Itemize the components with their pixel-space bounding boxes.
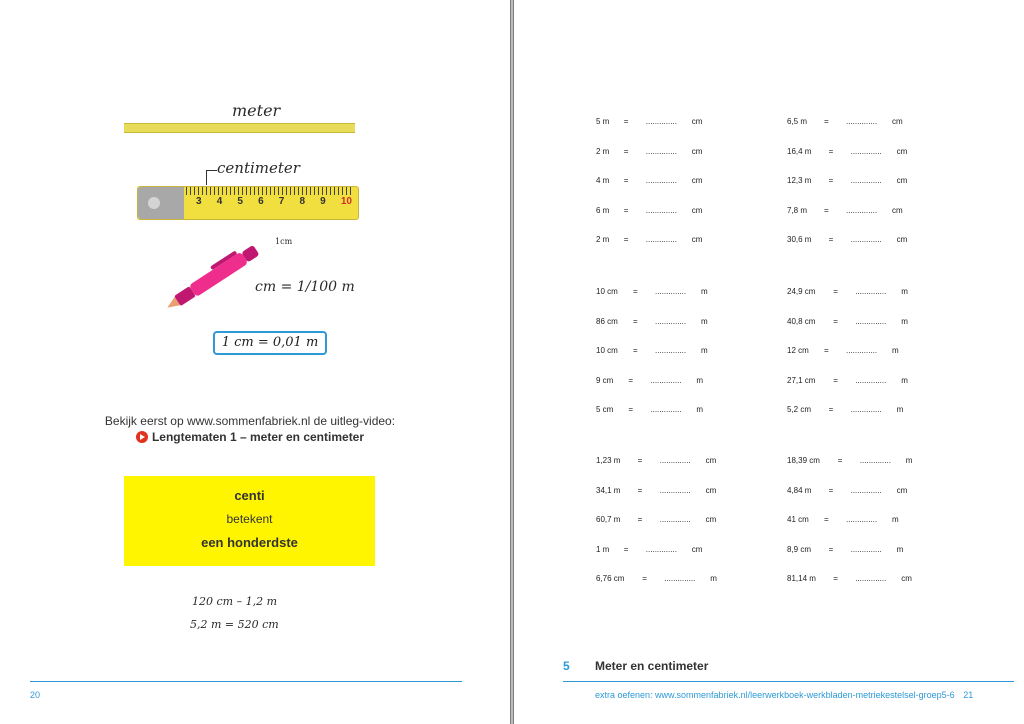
footer-link-text[interactable]: extra oefenen: www.sommenfabriek.nl/leerwerkboek-werkbladen-metriekestelsel-groep5-6 — [595, 690, 955, 700]
answer-unit: cm — [691, 146, 703, 156]
right-page — [514, 0, 1024, 724]
answer-blank[interactable]: .............. — [859, 456, 891, 465]
exercise-question: 6,76 cm — [596, 574, 625, 584]
equals-sign: = — [833, 574, 838, 584]
answer-unit: cm — [691, 235, 703, 245]
centi-meaning: een honderdste — [201, 535, 298, 550]
equals-sign: = — [637, 515, 643, 525]
tape-ticks — [186, 187, 354, 195]
answer-blank[interactable]: .............. — [645, 176, 677, 186]
play-icon[interactable] — [136, 431, 148, 443]
equals-sign: = — [628, 375, 634, 385]
video-title[interactable]: Lengtematen 1 – meter en centimeter — [151, 430, 365, 444]
exercise-question: 2 m — [596, 235, 610, 245]
exercise-question: 4,84 m — [787, 485, 812, 495]
exercise-question: 8,9 cm — [787, 544, 812, 554]
page-number: 21 — [963, 690, 974, 700]
exercise-question: 5 m — [596, 117, 610, 126]
tape-hook — [138, 187, 184, 219]
answer-unit: m — [901, 375, 908, 385]
equals-sign: = — [623, 235, 629, 245]
exercise-question: 40,8 cm — [787, 316, 816, 326]
equals-sign: = — [824, 117, 829, 126]
equals-sign: = — [824, 515, 829, 525]
equals-sign: = — [828, 146, 834, 156]
answer-blank[interactable]: .............. — [850, 235, 882, 245]
answer-unit: m — [701, 287, 708, 296]
exercise-question: 9 cm — [596, 375, 614, 385]
answer-unit: m — [710, 574, 717, 584]
equals-sign: = — [833, 287, 838, 296]
answer-blank[interactable]: .............. — [645, 544, 677, 554]
answer-blank[interactable]: .............. — [655, 346, 687, 356]
equals-sign: = — [628, 405, 634, 415]
equals-sign: = — [633, 316, 638, 326]
answer-blank[interactable]: .............. — [645, 117, 677, 126]
equals-sign: = — [623, 544, 629, 554]
footer-rule — [30, 681, 462, 682]
exercise-question: 12,3 m — [787, 176, 812, 186]
answer-blank[interactable]: .............. — [855, 375, 887, 385]
answer-blank[interactable]: .............. — [655, 316, 687, 326]
answer-unit: cm — [705, 515, 717, 525]
answer-blank[interactable]: .............. — [850, 146, 882, 156]
centimeter-bracket — [206, 170, 217, 185]
answer-unit: cm — [901, 574, 912, 584]
answer-unit: m — [901, 287, 908, 296]
exercise-question: 27,1 cm — [787, 375, 816, 385]
video-link[interactable] — [40, 430, 460, 444]
answer-blank[interactable]: .............. — [645, 205, 677, 215]
answer-blank[interactable]: .............. — [846, 346, 878, 356]
answer-blank[interactable]: .............. — [655, 287, 687, 296]
exercise-question: 2 m — [596, 146, 610, 156]
tape-number: 7 — [278, 196, 285, 207]
meter-label: meter — [232, 101, 281, 120]
exercise-question: 6 m — [596, 205, 610, 215]
exercise-question: 24,9 cm — [787, 287, 816, 296]
exercise-question: 41 cm — [787, 515, 809, 525]
exercise-question: 16,4 m — [787, 146, 812, 156]
exercise-question: 4 m — [596, 176, 610, 186]
centi-definition-box — [124, 476, 375, 566]
equals-sign: = — [828, 405, 834, 415]
equals-sign: = — [824, 346, 829, 356]
answer-unit: cm — [896, 485, 908, 495]
exercise-question: 5,2 cm — [787, 405, 812, 415]
exercise-question: 18,39 cm — [787, 456, 820, 465]
tape-number: 3 — [196, 196, 202, 207]
exercise-question: 5 cm — [596, 405, 614, 415]
equals-sign: = — [633, 346, 638, 356]
exercise-question: 86 cm — [596, 316, 618, 326]
measuring-tape-illustration — [137, 186, 359, 220]
answer-blank[interactable]: .............. — [645, 146, 677, 156]
exercise-question: 81,14 m — [787, 574, 816, 584]
equals-sign: = — [642, 574, 647, 584]
footer-rule — [563, 681, 1014, 682]
answer-unit: m — [896, 544, 904, 554]
equals-sign: = — [828, 176, 834, 186]
answer-blank[interactable]: .............. — [659, 485, 691, 495]
equals-sign: = — [637, 456, 643, 465]
answer-unit: cm — [896, 176, 908, 186]
cm-fraction-formula: cm = 1/100 m — [255, 279, 355, 295]
answer-unit: cm — [691, 205, 703, 215]
tape-number: 5 — [237, 196, 243, 207]
equals-sign: = — [828, 544, 834, 554]
answer-blank[interactable]: .............. — [846, 205, 878, 215]
answer-blank[interactable]: .............. — [650, 405, 682, 415]
answer-blank[interactable]: .............. — [850, 405, 882, 415]
exercise-question: 6,5 m — [787, 117, 808, 126]
equals-sign: = — [837, 456, 843, 465]
tape-numbers — [196, 196, 352, 207]
answer-unit: cm — [691, 117, 703, 126]
centimeter-label: centimeter — [217, 159, 300, 177]
exercise-question: 12 cm — [787, 346, 809, 356]
exercise-question: 60,7 m — [596, 515, 621, 525]
section-title: Meter en centimeter — [595, 659, 709, 673]
tape-number: 6 — [258, 196, 264, 207]
exercise-question: 7,8 m — [787, 205, 808, 215]
answer-unit: cm — [705, 456, 717, 465]
answer-blank[interactable]: .............. — [650, 375, 682, 385]
exercise-question: 10 cm — [596, 287, 618, 296]
answer-unit: m — [905, 456, 913, 465]
answer-unit: cm — [691, 176, 703, 186]
pen-size-label: 1cm — [275, 237, 293, 246]
answer-unit: m — [701, 346, 708, 356]
centi-means: betekent — [226, 512, 273, 526]
answer-unit: m — [696, 375, 704, 385]
page-number: 20 — [30, 690, 41, 700]
answer-blank[interactable]: .............. — [664, 574, 696, 584]
answer-blank[interactable]: .............. — [850, 485, 882, 495]
answer-unit: m — [701, 316, 708, 326]
answer-blank[interactable]: .............. — [855, 316, 887, 326]
tape-number: 10 — [340, 196, 352, 207]
section-number: 5 — [563, 659, 570, 673]
exercise-question: 10 cm — [596, 346, 618, 356]
answer-unit: cm — [691, 544, 703, 554]
answer-blank[interactable]: .............. — [850, 544, 882, 554]
exercise-question: 1 m — [596, 544, 610, 554]
equals-sign: = — [828, 235, 834, 245]
answer-blank[interactable]: .............. — [850, 176, 882, 186]
equals-sign: = — [623, 176, 629, 186]
equals-sign: = — [828, 485, 834, 495]
left-page — [0, 0, 510, 724]
equals-sign: = — [633, 287, 638, 296]
answer-unit: m — [696, 405, 704, 415]
centi-word: centi — [234, 488, 265, 503]
answer-unit: cm — [896, 235, 908, 245]
equals-sign: = — [833, 316, 838, 326]
answer-blank[interactable]: .............. — [659, 456, 691, 465]
video-instruction: Bekijk eerst op www.sommenfabriek.nl de uitleg-video: — [104, 414, 396, 428]
tape-number: 8 — [299, 196, 305, 207]
answer-blank[interactable]: .............. — [659, 515, 691, 525]
handwritten-note: 5,2 m = 520 cm — [190, 618, 279, 631]
answer-blank[interactable]: .............. — [846, 515, 878, 525]
tape-number: 9 — [320, 196, 326, 207]
answer-blank[interactable]: .............. — [855, 574, 887, 584]
answer-unit: m — [892, 515, 899, 525]
answer-unit: cm — [892, 117, 903, 126]
equals-sign: = — [824, 205, 829, 215]
pen-icon — [156, 236, 276, 316]
equals-sign: = — [623, 117, 629, 126]
equals-sign: = — [623, 205, 629, 215]
meter-tape-illustration — [124, 123, 355, 133]
equals-sign: = — [833, 375, 838, 385]
answer-unit: m — [896, 405, 904, 415]
answer-blank[interactable]: .............. — [846, 117, 878, 126]
equals-sign: = — [623, 146, 629, 156]
answer-unit: m — [892, 346, 899, 356]
tape-number: 4 — [216, 196, 223, 207]
answer-unit: cm — [705, 485, 717, 495]
answer-unit: cm — [896, 146, 908, 156]
exercise-question: 1,23 m — [596, 456, 621, 465]
answer-unit: m — [901, 316, 908, 326]
footer-link[interactable] — [595, 690, 973, 700]
answer-unit: cm — [892, 205, 903, 215]
equals-sign: = — [637, 485, 643, 495]
answer-blank[interactable]: .............. — [855, 287, 887, 296]
handwritten-note: 120 cm – 1,2 m — [192, 595, 277, 608]
exercise-question: 30,6 m — [787, 235, 812, 245]
formula-box: 1 cm = 0,01 m — [213, 331, 327, 355]
answer-blank[interactable]: .............. — [645, 235, 677, 245]
exercise-question: 34,1 m — [596, 485, 621, 495]
